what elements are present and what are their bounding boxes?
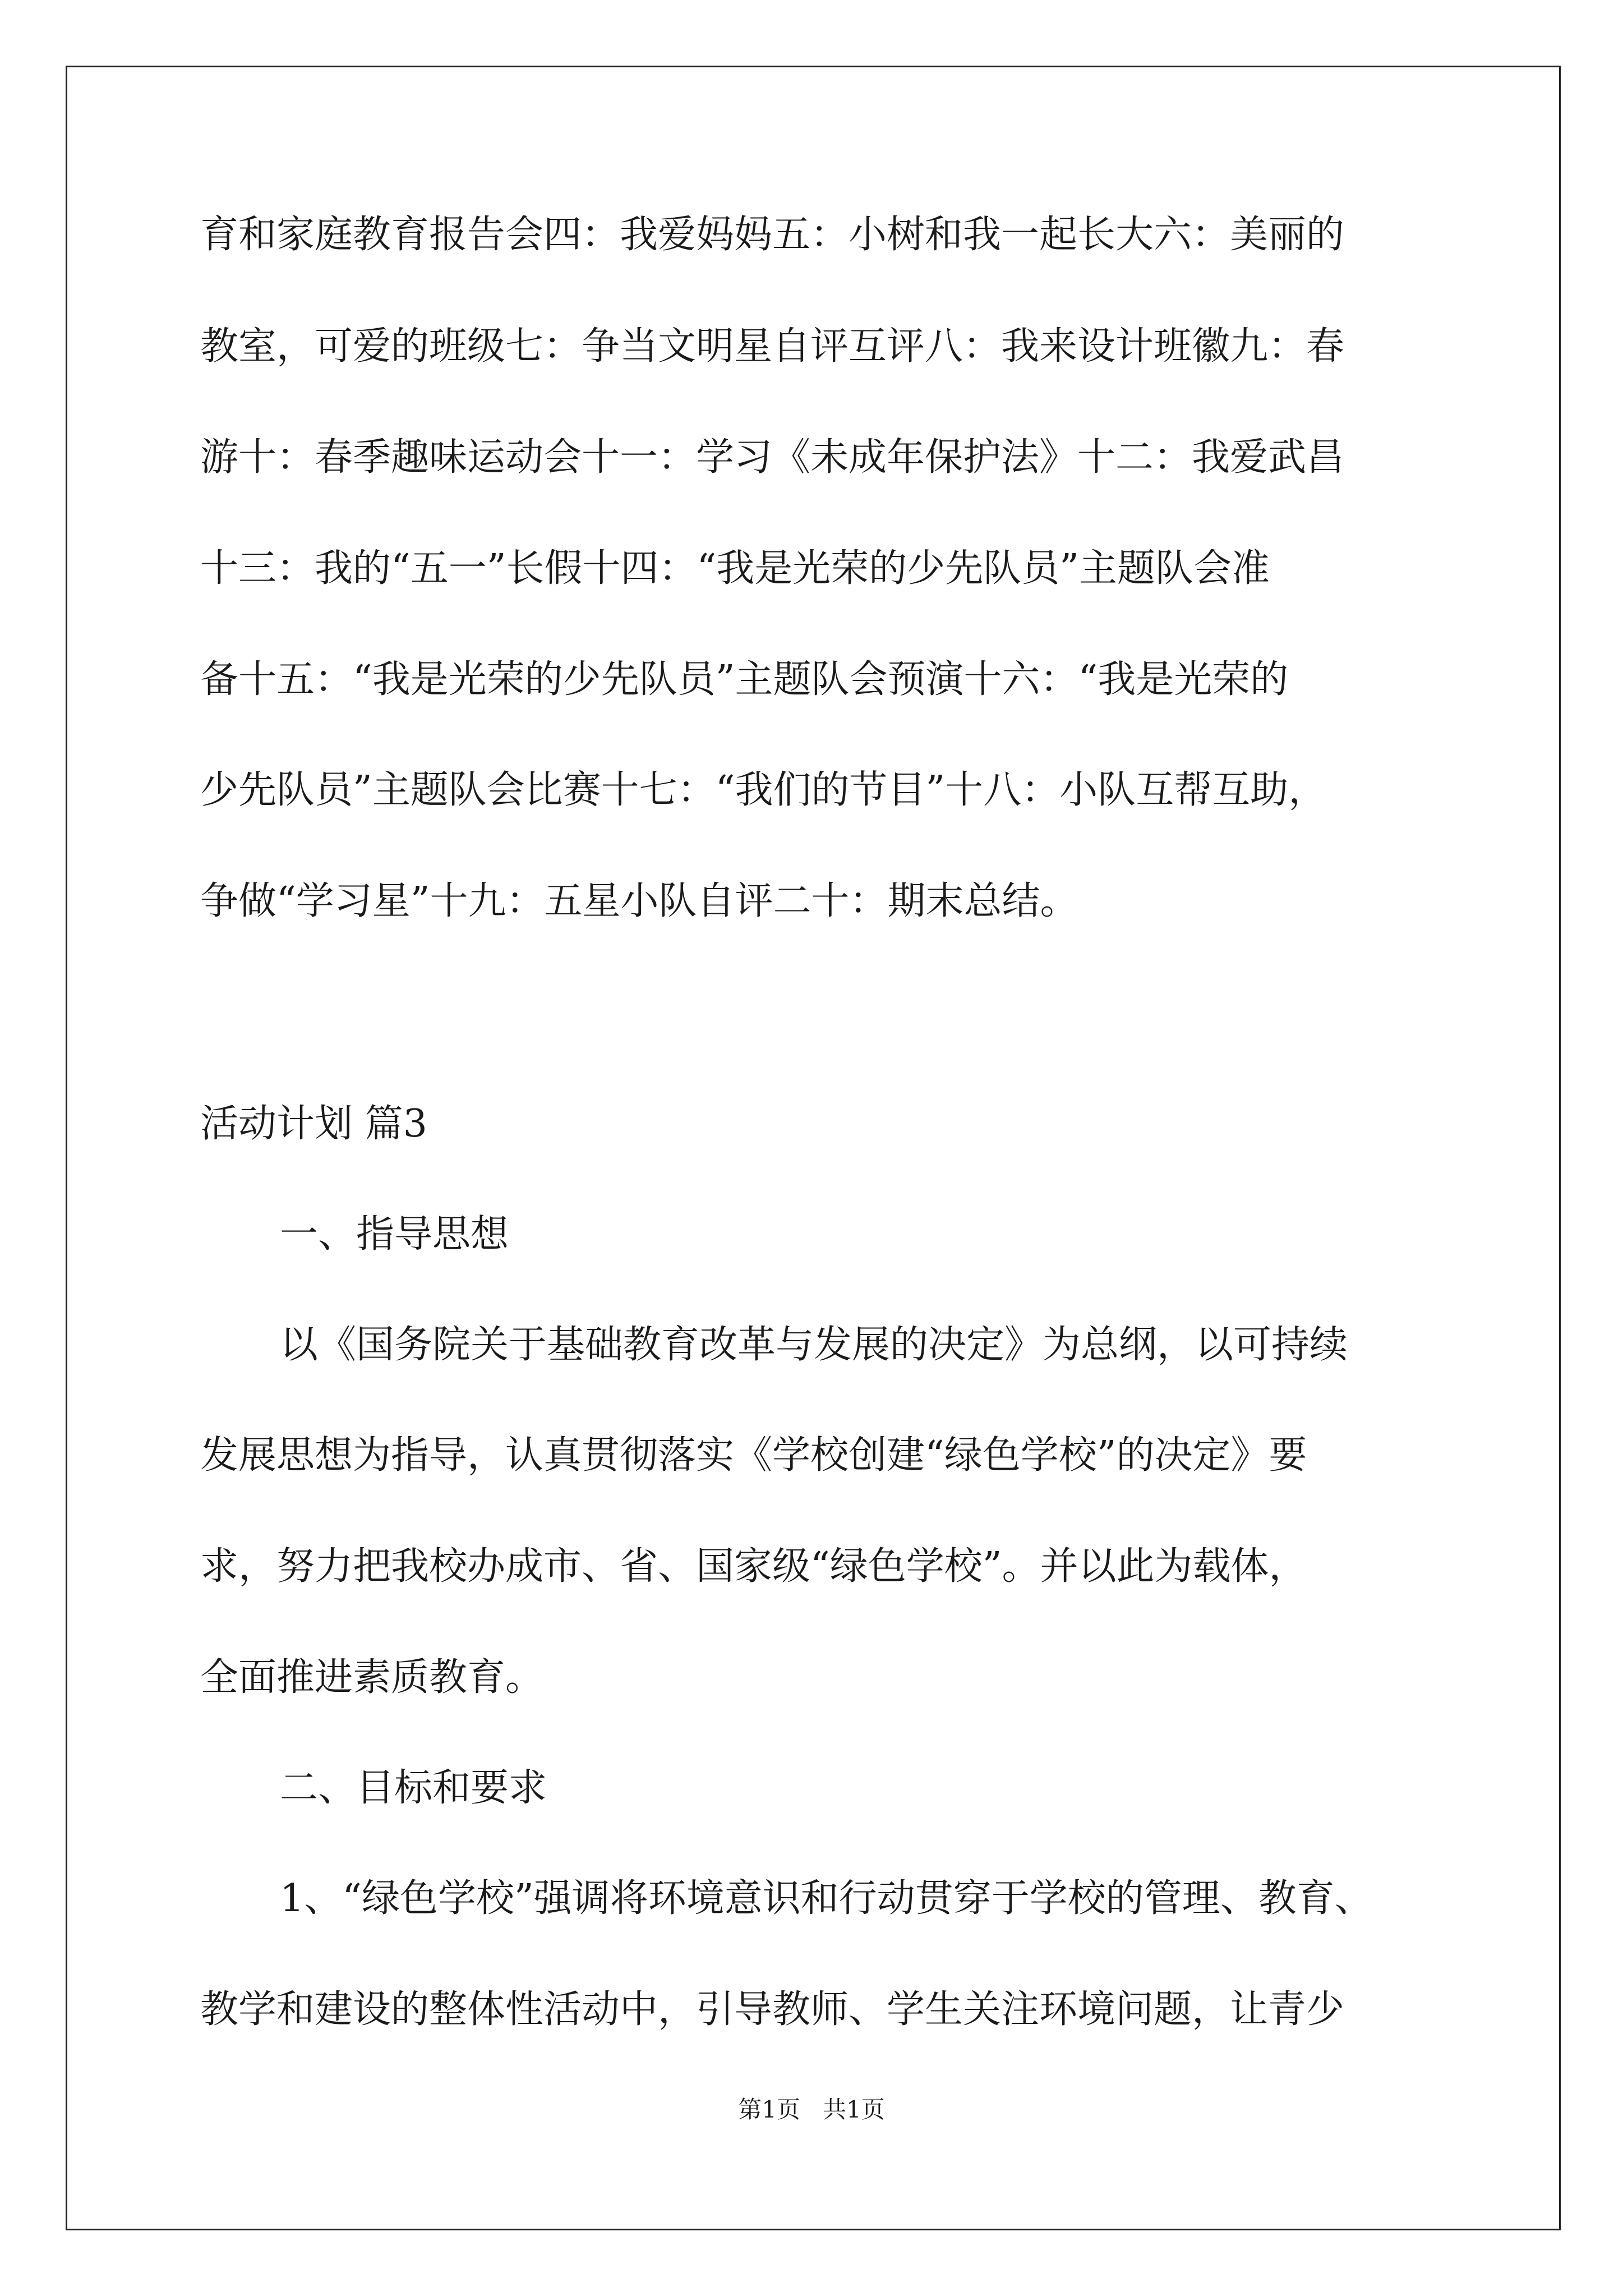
paragraph-line: 游十：春季趣味运动会十一：学习《未成年保护法》十二：我爱武昌 — [200, 435, 1345, 480]
section-title: 活动计划 篇3 — [200, 1102, 427, 1146]
paragraph-line: 教学和建设的整体性活动中，引导教师、学生关注环境问题，让青少 — [200, 1987, 1345, 2032]
page-footer: 第1页 共1页 — [738, 2096, 885, 2123]
paragraph-line: 十三：我的“五一”长假十四：“我是光荣的少先队员”主题队会准 — [200, 546, 1270, 591]
paragraph-line: 育和家庭教育报告会四：我爱妈妈五：小树和我一起长大六：美丽的 — [200, 213, 1345, 257]
paragraph-line: 争做“学习星”十九：五星小队自评二十：期末总结。 — [200, 879, 1078, 923]
paragraph-line: 以《国务院关于基础教育改革与发展的决定》为总纲，以可持续 — [280, 1323, 1348, 1367]
heading-goals: 二、目标和要求 — [280, 1766, 547, 1810]
paragraph-line: 教室，可爱的班级七：争当文明星自评互评八：我来设计班徽九：春 — [200, 324, 1345, 369]
paragraph-line: 少先队员”主题队会比赛十七：“我们的节目”十八：小队互帮互助， — [200, 768, 1327, 812]
paragraph-line: 备十五：“我是光荣的少先队员”主题队会预演十六：“我是光荣的 — [200, 657, 1289, 702]
paragraph-line: 全面推进素质教育。 — [200, 1655, 544, 1700]
paragraph-line: 1、“绿色学校”强调将环境意识和行动贯穿于学校的管理、教育、 — [280, 1876, 1373, 1921]
paragraph-line: 发展思想为指导，认真贯彻落实《学校创建“绿色学校”的决定》要 — [200, 1433, 1307, 1478]
paragraph-line: 求，努力把我校办成市、省、国家级“绿色学校”。并以此为载体， — [200, 1544, 1307, 1589]
heading-guiding-thought: 一、指导思想 — [280, 1212, 509, 1257]
